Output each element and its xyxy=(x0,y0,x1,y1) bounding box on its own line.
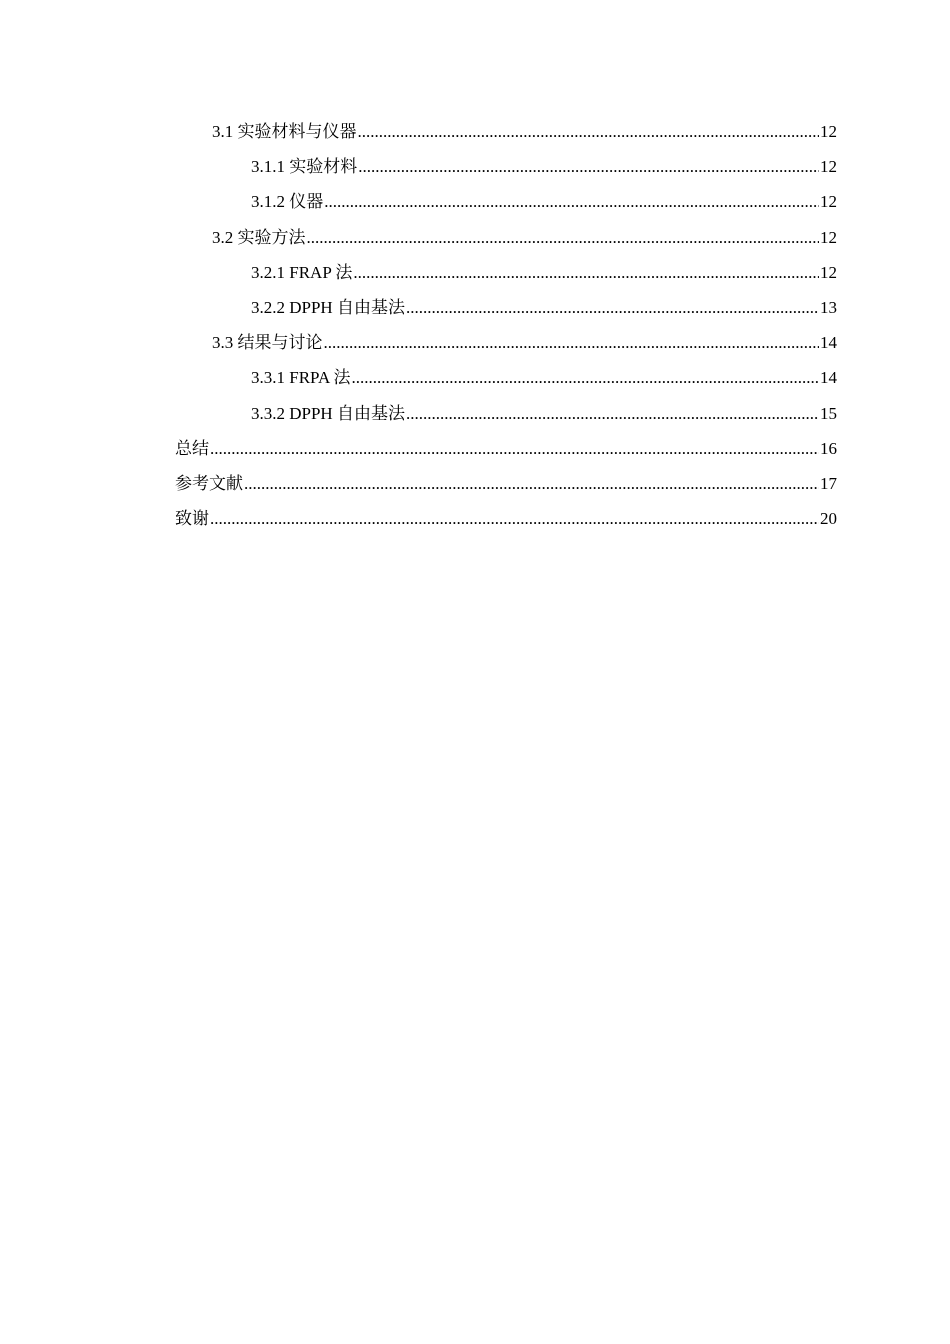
toc-entry-3-3-2[interactable] xyxy=(175,396,837,431)
dot-leader xyxy=(406,290,819,325)
toc-entry-page: 12 xyxy=(820,122,837,141)
dot-leader xyxy=(358,114,820,149)
toc-entry-3-1-2[interactable] xyxy=(175,184,837,219)
toc-entry-label: 3.1.2 仪器 xyxy=(251,192,324,212)
dot-leader xyxy=(210,501,819,536)
toc-entry-label: 3.3 结果与讨论 xyxy=(212,333,323,353)
toc-entry-label: 3.3.2 DPPH 自由基法 xyxy=(251,403,405,423)
toc-entry-3-1[interactable] xyxy=(175,114,837,149)
toc-entry-3-2[interactable] xyxy=(175,220,837,255)
toc-entry-3-1-1[interactable] xyxy=(175,149,837,184)
dot-leader xyxy=(324,184,819,219)
toc-entry-label: 3.2.2 DPPH 自由基法 xyxy=(251,297,405,317)
toc-entry-page: 17 xyxy=(820,473,837,493)
dot-leader xyxy=(210,431,819,466)
toc-entry-page: 16 xyxy=(820,438,837,458)
toc-entry-label: 3.1.1 实验材料 xyxy=(251,157,358,177)
dot-leader xyxy=(406,396,819,431)
dot-leader xyxy=(352,360,819,395)
dot-leader xyxy=(353,255,819,290)
toc-entry-label: 3.3.1 FRPA 法 xyxy=(251,368,351,388)
toc-entry-label: 3.2.1 FRAP 法 xyxy=(251,262,353,282)
dot-leader xyxy=(307,220,820,255)
toc-entry-page: 15 xyxy=(820,403,837,423)
toc-entry-label: 致谢 xyxy=(175,509,209,529)
dot-leader xyxy=(358,149,819,184)
toc-entry-references[interactable] xyxy=(175,466,837,501)
toc-entry-page: 14 xyxy=(820,333,837,353)
toc-entry-label: 总结 xyxy=(175,438,209,458)
toc-entry-3-3-1[interactable] xyxy=(175,360,837,395)
table-of-contents xyxy=(175,114,837,536)
dot-leader xyxy=(244,466,819,501)
toc-entry-label: 3.2 实验方法 xyxy=(212,227,306,247)
toc-entry-page: 13 xyxy=(820,297,837,317)
toc-entry-label: 3.1 实验材料与仪器 xyxy=(212,122,357,141)
toc-entry-label: 参考文献 xyxy=(175,473,243,493)
toc-entry-summary[interactable] xyxy=(175,431,837,466)
toc-entry-page: 12 xyxy=(820,262,837,282)
toc-entry-3-2-2[interactable] xyxy=(175,290,837,325)
toc-entry-page: 12 xyxy=(820,192,837,212)
toc-entry-page: 12 xyxy=(820,157,837,177)
toc-entry-3-2-1[interactable] xyxy=(175,255,837,290)
toc-entry-page: 20 xyxy=(820,509,837,529)
toc-entry-3-3[interactable] xyxy=(175,325,837,360)
toc-entry-page: 12 xyxy=(820,227,837,247)
toc-entry-page: 14 xyxy=(820,368,837,388)
toc-entry-acknowledgements[interactable] xyxy=(175,501,837,536)
dot-leader xyxy=(324,325,820,360)
